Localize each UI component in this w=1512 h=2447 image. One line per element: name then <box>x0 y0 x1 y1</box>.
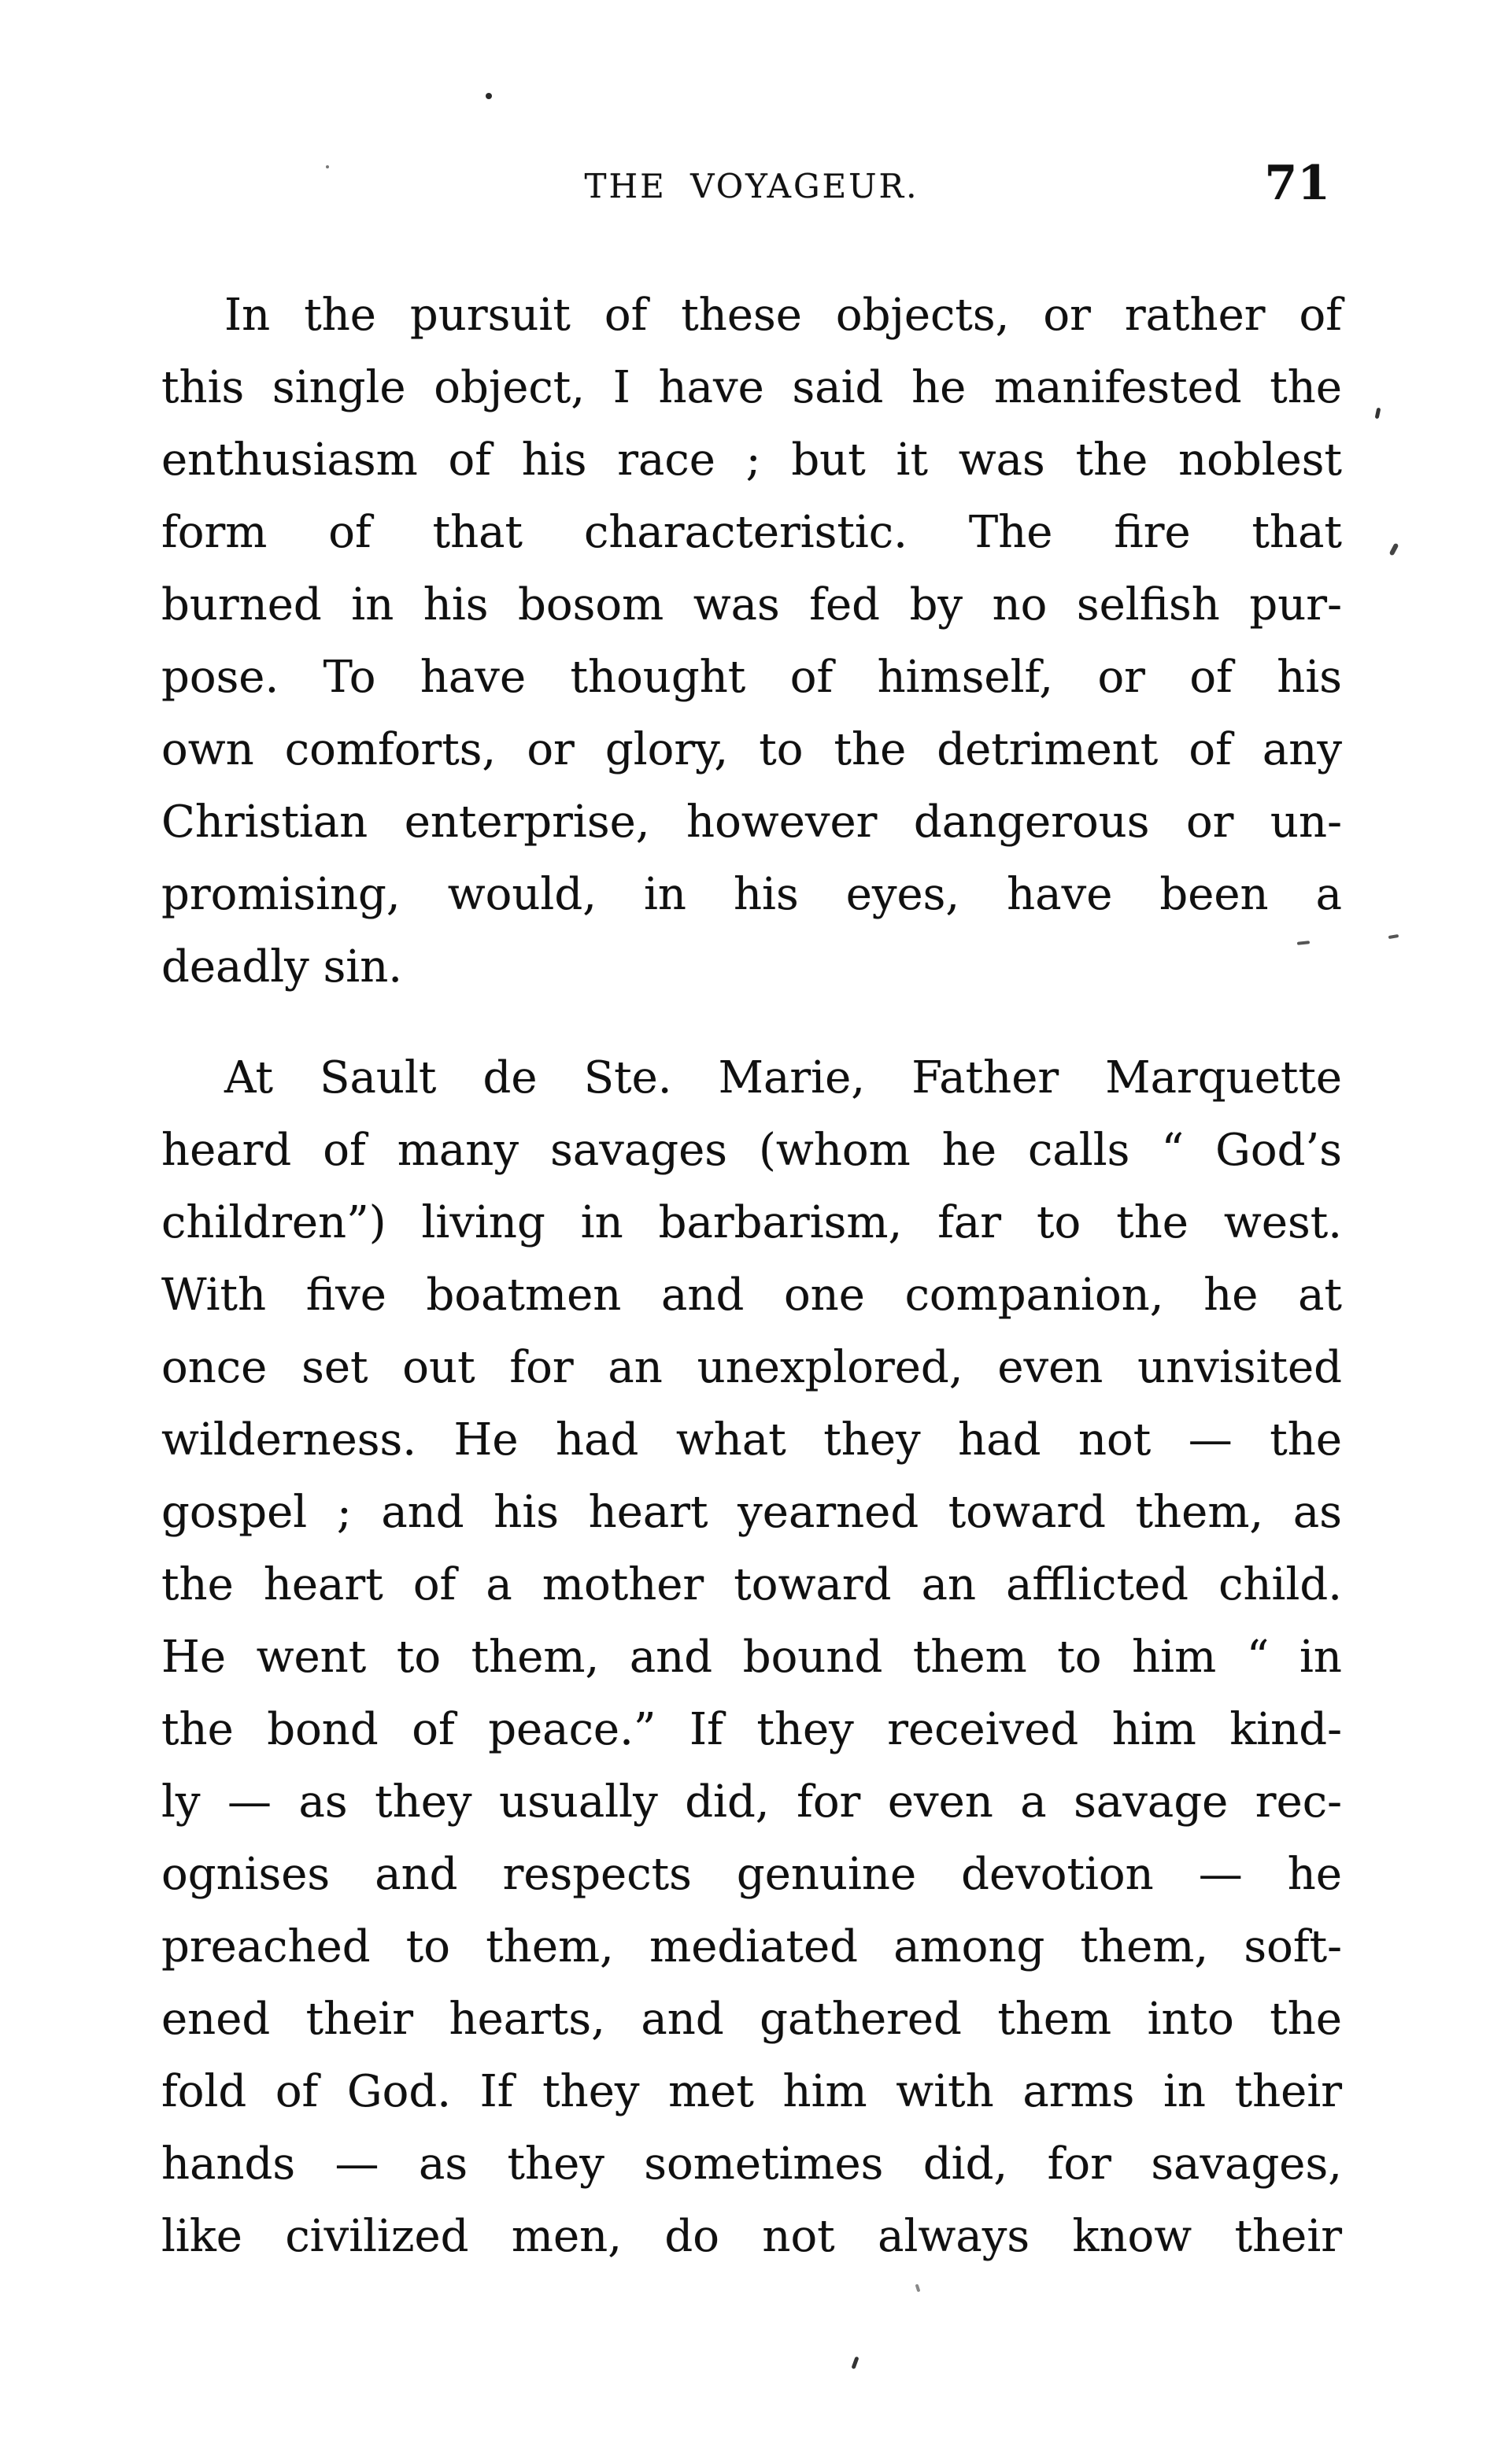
running-title: THE VOYAGEUR. <box>584 167 919 205</box>
text-line: burned in his bosom was fed by no selfish pur- <box>161 579 1342 630</box>
text-line: heard of many savages (whom he calls “ God’s <box>161 1125 1342 1176</box>
text-line: the bond of peace.” If they received him kind- <box>161 1704 1342 1755</box>
text-line: ened their hearts, and gathered them into the <box>161 1994 1342 2045</box>
paragraph-2 <box>161 1042 1342 2273</box>
paragraph-1 <box>161 279 1342 1004</box>
text-line: wilderness. He had what they had not — the <box>161 1414 1342 1466</box>
text-line: form of that characteristic. The fire that <box>161 507 1342 558</box>
text-line: own comforts, or glory, to the detriment of any <box>161 724 1342 775</box>
scan-artifact <box>486 93 492 99</box>
text-line: enthusiasm of his race ; but it was the noblest <box>161 434 1342 486</box>
scan-artifact <box>1389 543 1399 556</box>
scan-artifact <box>1388 934 1399 939</box>
text-line: the heart of a mother toward an afflicted child. <box>161 1559 1342 1610</box>
scan-artifact <box>326 165 329 168</box>
text-line: deadly sin. <box>161 941 403 992</box>
text-line: With five boatmen and one companion, he at <box>161 1270 1342 1321</box>
text-line: hands — as they sometimes did, for savages, <box>161 2138 1342 2190</box>
text-line: He went to them, and bound them to him “ in <box>161 1632 1342 1683</box>
text-line: pose. To have thought of himself, or of his <box>161 652 1342 703</box>
text-line: promising, would, in his eyes, have been a <box>161 869 1342 920</box>
scan-artifact <box>915 2284 921 2293</box>
text-line: ly — as they usually did, for even a savage rec- <box>161 1776 1342 1828</box>
page-header <box>161 156 1342 219</box>
text-line: children”) living in barbarism, far to the west. <box>161 1197 1342 1248</box>
body-text <box>161 279 1342 2273</box>
text-line: At Sault de Ste. Marie, Father Marquette <box>224 1052 1342 1103</box>
scan-artifact <box>1375 408 1381 420</box>
text-line: like civilized men, do not always know their <box>161 2211 1342 2262</box>
text-line: ognises and respects genuine devotion — he <box>161 1849 1342 1900</box>
scan-artifact <box>851 2356 859 2370</box>
page-number: 71 <box>1264 156 1330 211</box>
text-line: In the pursuit of these objects, or rather of <box>224 290 1342 341</box>
text-line: once set out for an unexplored, even unvisited <box>161 1342 1342 1393</box>
text-line: this single object, I have said he manifested the <box>161 362 1342 413</box>
text-line: preached to them, mediated among them, soft- <box>161 1921 1342 1972</box>
text-line: gospel ; and his heart yearned toward them, as <box>161 1487 1342 1538</box>
text-line: Christian enterprise, however dangerous or un- <box>161 797 1342 848</box>
text-line: fold of God. If they met him with arms in their <box>161 2066 1342 2117</box>
